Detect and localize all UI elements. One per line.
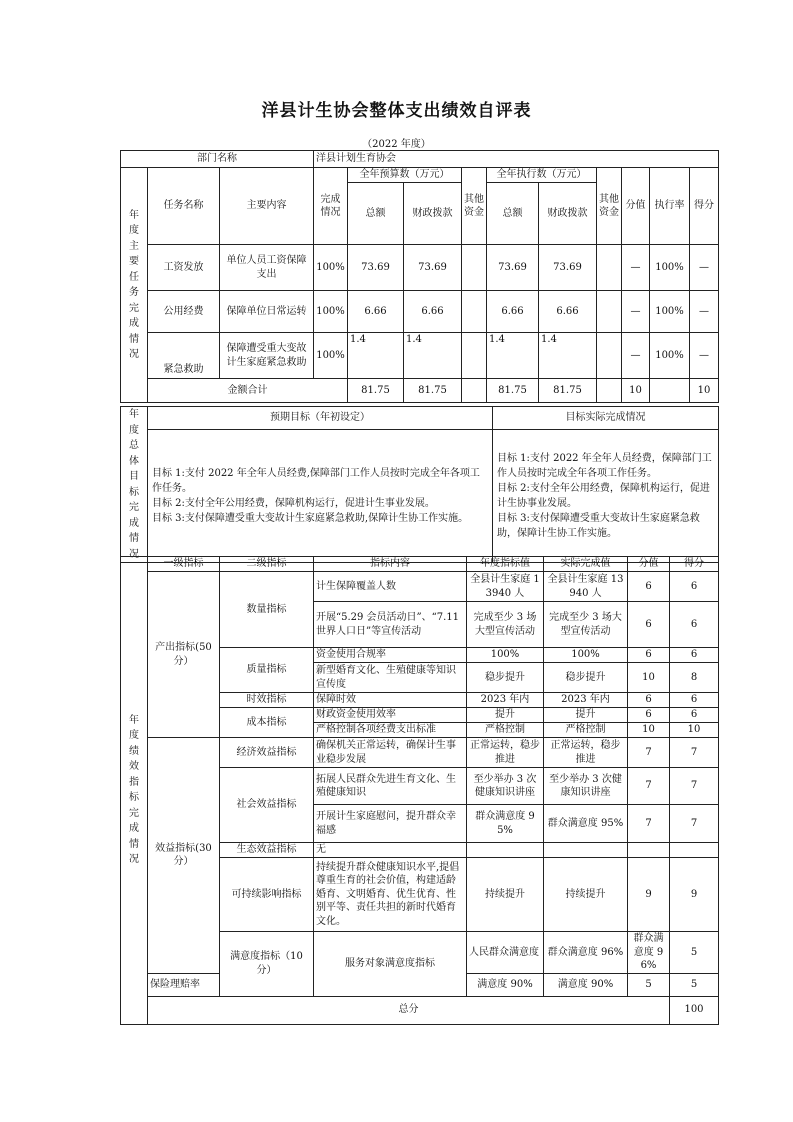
task-exec-fiscal: 6.66	[539, 291, 597, 333]
indicator-content: 无	[314, 843, 467, 858]
indicator-got: 6	[670, 708, 719, 723]
header-budget-other: 其他资金	[462, 168, 487, 245]
task-rate: 100%	[650, 291, 690, 333]
dept-label: 部门名称	[121, 151, 314, 168]
indicator-score: 5	[628, 973, 670, 996]
task-budget-other	[462, 291, 487, 333]
task-row	[121, 291, 719, 333]
level2-quality: 质量指标	[220, 648, 314, 693]
indicator-score: 7	[628, 805, 670, 843]
report-year: （2022 年度）	[362, 139, 431, 150]
total-label: 总分	[148, 996, 670, 1024]
level1-output: 产出指标(50分）	[148, 572, 220, 738]
section3-side-label: 年 度 绩 效 指 标 完 成 情 况	[121, 557, 148, 1025]
section1-side-label: 年 度 主 要 任 务 完 成 情 况	[121, 168, 148, 403]
indicator-actual: 持续提升	[544, 858, 628, 932]
task-score: —	[622, 245, 650, 291]
indicator-score: 9	[628, 858, 670, 932]
task-got: —	[690, 245, 719, 291]
task-budget-fiscal: 6.66	[404, 291, 462, 333]
indicator-actual: 群众满意度 96%	[628, 932, 670, 974]
task-content: 保障单位日常运转	[220, 291, 314, 333]
indicator-actual: 完成至少 3 场大型宣传活动	[544, 602, 628, 648]
level2-sustainable: 可持续影响指标	[220, 858, 314, 932]
indicator-content: 严格控制各项经费支出标准	[314, 723, 467, 738]
task-rate: 100%	[650, 333, 690, 379]
header-score: 分值	[628, 557, 670, 572]
header-got: 得分	[690, 168, 719, 245]
level2-quantity: 数量指标	[220, 572, 314, 648]
total-score: 100	[670, 996, 719, 1024]
indicator-target: 完成至少 3 场大型宣传活动	[467, 602, 544, 648]
indicator-score: 7	[628, 768, 670, 805]
indicator-got: 6	[670, 693, 719, 708]
task-rate: 100%	[650, 245, 690, 291]
indicator-got: 5	[670, 973, 719, 996]
task-done: 100%	[314, 245, 348, 291]
indicator-content: 新型婚育文化、生殖健康等知识宣传度	[314, 663, 467, 693]
indicator-actual	[544, 843, 628, 858]
task-score: —	[622, 333, 650, 379]
plan-goal-2: 目标 2:支付全年公用经费，保障机构运行，促进计生事业发展。	[152, 497, 435, 509]
task-budget-total: 6.66	[348, 291, 404, 333]
indicator-content: 财政资金使用效率	[314, 708, 467, 723]
indicator-score: 6	[628, 693, 670, 708]
sum-budget-fiscal: 81.75	[404, 379, 462, 403]
indicator-score: 10	[628, 723, 670, 738]
indicator-row	[121, 572, 719, 602]
dept-row	[121, 151, 719, 168]
header-budget-fiscal: 财政拨款	[404, 183, 462, 245]
indicator-score	[628, 843, 670, 858]
indicator-score: 6	[628, 648, 670, 663]
indicator-content: 确保机关正常运转，确保计生事业稳步发展	[314, 738, 467, 768]
actual-goal-text	[493, 429, 719, 562]
goal-table	[120, 406, 719, 563]
indicator-content: 开展“5.29 会员活动日”、“7.11 世界人口日”等宣传活动	[314, 602, 467, 648]
level2-timeliness: 时效指标	[220, 693, 314, 708]
indicator-actual: 全县计生家庭 13940 人	[544, 572, 628, 602]
indicator-content: 资金使用合规率	[314, 648, 467, 663]
indicator-content: 计生保障覆盖人数	[314, 572, 467, 602]
header-indicator-content: 指标内容	[314, 557, 467, 572]
sum-budget-total: 81.75	[348, 379, 404, 403]
indicator-target	[467, 843, 544, 858]
task-budget-fiscal: 1.4	[404, 333, 462, 379]
task-got: —	[690, 291, 719, 333]
task-exec-other	[597, 291, 622, 333]
header-completion: 完成情况	[314, 168, 348, 245]
task-exec-other	[597, 245, 622, 291]
level2-service-satisfaction: 服务对象满意度指标	[314, 932, 467, 997]
indicator-row	[121, 738, 719, 768]
header-annual-budget: 全年预算数（万元）	[348, 168, 462, 183]
sum-exec-total: 81.75	[487, 379, 539, 403]
indicator-got: 7	[670, 738, 719, 768]
dept-value: 洋县计划生育协会	[314, 151, 719, 168]
indicator-got: 6	[670, 648, 719, 663]
indicator-score: 7	[628, 738, 670, 768]
task-row	[121, 333, 719, 379]
header-main-content: 主要内容	[220, 168, 314, 245]
header-budget-total: 总额	[348, 183, 404, 245]
header-annual-target: 年度指标值	[467, 557, 544, 572]
level1-benefit: 效益指标(30分）	[148, 738, 220, 974]
indicator-target: 正常运转，稳步推进	[467, 738, 544, 768]
task-row	[121, 245, 719, 291]
indicator-actual: 严格控制	[544, 723, 628, 738]
indicator-content: 开展计生家庭慰问，提升群众幸福感	[314, 805, 467, 843]
indicator-content: 拓展人民群众先进生育文化、生殖健康知识	[314, 768, 467, 805]
task-budget-fiscal: 73.69	[404, 245, 462, 291]
header-actual-value: 实际完成值	[544, 557, 628, 572]
header-level1: 一级指标	[148, 557, 220, 572]
indicator-score: 6	[628, 708, 670, 723]
sum-got: 10	[690, 379, 719, 403]
indicator-actual: 2023 年内	[544, 693, 628, 708]
plan-goal-1: 目标 1:支付 2022 年全年人员经费,保障部门工作人员按时完成全年各项工作任务。	[152, 467, 480, 494]
level2-cost: 成本指标	[220, 708, 314, 738]
header-score: 分值	[622, 168, 650, 245]
indicator-actual: 100%	[544, 648, 628, 663]
sum-row	[121, 379, 719, 403]
indicator-score: 6	[628, 602, 670, 648]
indicator-target: 100%	[467, 648, 544, 663]
indicator-actual: 提升	[544, 708, 628, 723]
task-name: 工资发放	[148, 245, 220, 291]
indicator-target: 提升	[467, 708, 544, 723]
task-content: 单位人员工资保障支出	[220, 245, 314, 291]
task-done: 100%	[314, 333, 348, 379]
task-exec-total: 73.69	[487, 245, 539, 291]
indicator-content: 持续提升群众健康知识水平,提倡尊重生育的社会价值，构建适龄婚育、文明婚育、优生优育、性别平等、责任共担的新时代婚育文化。	[314, 858, 467, 932]
task-table	[120, 150, 719, 403]
indicator-table	[120, 556, 719, 1025]
task-name: 公用经费	[148, 291, 220, 333]
header-task-name: 任务名称	[148, 168, 220, 245]
header-exec-fiscal: 财政拨款	[539, 183, 597, 245]
indicator-actual: 至少举办 3 次健康知识讲座	[544, 768, 628, 805]
task-budget-total: 1.4	[348, 333, 404, 379]
header-exec-other: 其他资金	[597, 168, 622, 245]
header-exec-total: 总额	[487, 183, 539, 245]
indicator-content: 保障时效	[314, 693, 467, 708]
level2-ecological: 生态效益指标	[220, 843, 314, 858]
task-got: —	[690, 333, 719, 379]
indicator-actual: 群众满意度 95%	[544, 805, 628, 843]
header-plan-goal: 预期目标（年初设定）	[148, 407, 493, 430]
sum-budget-other	[462, 379, 487, 403]
plan-goal-3: 目标 3:支付保障遭受重大变故计生家庭紧急救助,保障计生协工作实施。	[152, 512, 469, 524]
task-exec-fiscal: 1.4	[539, 333, 597, 379]
task-budget-total: 73.69	[348, 245, 404, 291]
actual-goal-3: 目标 3:支付保障遭受重大变故计生家庭紧急救助，保障计生协工作实施。	[497, 512, 700, 539]
sum-score: 10	[622, 379, 650, 403]
indicator-got: 7	[670, 768, 719, 805]
header-annual-exec: 全年执行数（万元）	[487, 168, 597, 183]
indicator-got: 6	[670, 572, 719, 602]
indicator-target: 2023 年内	[467, 693, 544, 708]
header-level2: 二级指标	[220, 557, 314, 572]
task-exec-total: 1.4	[487, 333, 539, 379]
task-done: 100%	[314, 291, 348, 333]
total-row	[121, 996, 719, 1024]
section2-side-label: 年 度 总 体 目 标 完 成 情 况	[121, 407, 148, 563]
indicator-target: 群众满意度 95%	[467, 805, 544, 843]
indicator-score: 10	[628, 663, 670, 693]
indicator-score: 5	[670, 932, 719, 974]
header-actual-goal: 目标实际完成情况	[493, 407, 719, 430]
indicator-target: 严格控制	[467, 723, 544, 738]
indicator-actual: 正常运转，稳步推进	[544, 738, 628, 768]
sum-rate	[650, 379, 690, 403]
sum-exec-other	[597, 379, 622, 403]
plan-goal-text	[148, 429, 493, 562]
task-content: 保障遭受重大变故计生家庭紧急救助	[220, 333, 314, 379]
indicator-actual: 稳步提升	[544, 663, 628, 693]
task-name: 紧急救助	[148, 333, 220, 379]
indicator-got	[670, 843, 719, 858]
indicator-target: 满意度 90%	[467, 973, 544, 996]
indicator-got: 10	[670, 723, 719, 738]
task-exec-fiscal: 73.69	[539, 245, 597, 291]
indicator-content: 人民群众满意度	[467, 932, 544, 974]
task-budget-other	[462, 333, 487, 379]
actual-goal-2: 目标 2:支付全年公用经费，保障机构运行，促进计生协事业发展。	[497, 482, 710, 509]
indicator-target: 持续提升	[467, 858, 544, 932]
header-exec-rate: 执行率	[650, 168, 690, 245]
level2-economic: 经济效益指标	[220, 738, 314, 768]
indicator-got: 7	[670, 805, 719, 843]
indicator-content: 保险理赔率	[148, 973, 220, 996]
indicator-got: 8	[670, 663, 719, 693]
sum-exec-fiscal: 81.75	[539, 379, 597, 403]
sum-label: 金额合计	[148, 379, 348, 403]
level1-satisfaction: 满意度指标（10 分）	[220, 932, 314, 997]
indicator-target: 至少举办 3 次健康知识讲座	[467, 768, 544, 805]
task-exec-other	[597, 333, 622, 379]
indicator-target: 全县计生家庭 13940 人	[467, 572, 544, 602]
task-exec-total: 6.66	[487, 291, 539, 333]
task-budget-other	[462, 245, 487, 291]
indicator-actual: 满意度 90%	[544, 973, 628, 996]
indicator-target: 稳步提升	[467, 663, 544, 693]
level2-social: 社会效益指标	[220, 768, 314, 843]
indicator-got: 6	[670, 602, 719, 648]
actual-goal-1: 目标 1:支付 2022 年全年人员经费，保障部门工作人员按时完成全年各项工作任务。	[497, 452, 712, 479]
page-title: 洋县计生协会整体支出绩效自评表	[261, 101, 532, 121]
header-got: 得分	[670, 557, 719, 572]
indicator-target: 群众满意度 96%	[544, 932, 628, 974]
indicator-got: 9	[670, 858, 719, 932]
indicator-score: 6	[628, 572, 670, 602]
task-score: —	[622, 291, 650, 333]
